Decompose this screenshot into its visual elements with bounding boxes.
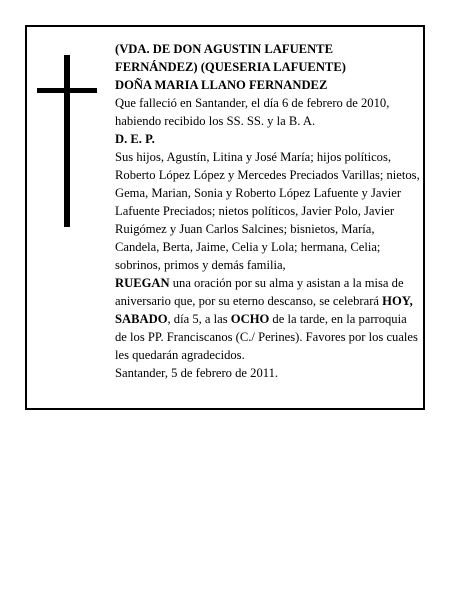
request-text-1: una oración por su alma y asistan a la misa de aniversario que, por su eterno descanso, se celebrará bbox=[115, 276, 404, 308]
request-text-2: , día 5, a las bbox=[167, 312, 231, 326]
request-paragraph bbox=[115, 274, 420, 364]
day-text: HOY, SABADO bbox=[115, 294, 413, 326]
request-text-3: de la tarde, en la parroquia de los PP. Franciscanos (C./ Perines). Favores por los cuales les quedarán agradecidos. bbox=[115, 312, 418, 362]
cross-horizontal-bar bbox=[37, 88, 97, 93]
header-line-1: (VDA. DE DON AGUSTIN LAFUENTE bbox=[115, 42, 333, 56]
cross-vertical-bar bbox=[64, 55, 70, 227]
deceased-name: DOÑA MARIA LLANO FERNANDEZ bbox=[115, 78, 328, 92]
notice-text bbox=[115, 40, 420, 382]
cross-icon bbox=[37, 55, 97, 227]
rip-line: D. E. P. bbox=[115, 132, 155, 146]
closing-line: Santander, 5 de febrero de 2011. bbox=[115, 366, 279, 380]
hour-text: OCHO bbox=[230, 312, 270, 326]
death-paragraph: Que falleció en Santander, el día 6 de febrero de 2010, habiendo recibido los SS. SS. y la B. A. bbox=[115, 96, 390, 128]
header-line-2: FERNÁNDEZ) (QUESERIA LAFUENTE) bbox=[115, 60, 346, 74]
obituary-notice bbox=[25, 25, 425, 410]
family-paragraph: Sus hijos, Agustín, Litina y José María; hijos políticos, Roberto López López y Mercedes Preciados Varillas; nietos, Gema, Marian, Sonia y Roberto López Lafuente y Javier Lafuente Preciados; nietos políticos, Javier Polo, Javier Ruigómez y Juan Carlos Salcines; bisnietos, María, Candela, Berta, Jaime, Celia y Lola; hermana, Celia; sobrinos, primos y demás familia, bbox=[115, 150, 420, 272]
ruegan-word: RUEGAN bbox=[115, 276, 170, 290]
